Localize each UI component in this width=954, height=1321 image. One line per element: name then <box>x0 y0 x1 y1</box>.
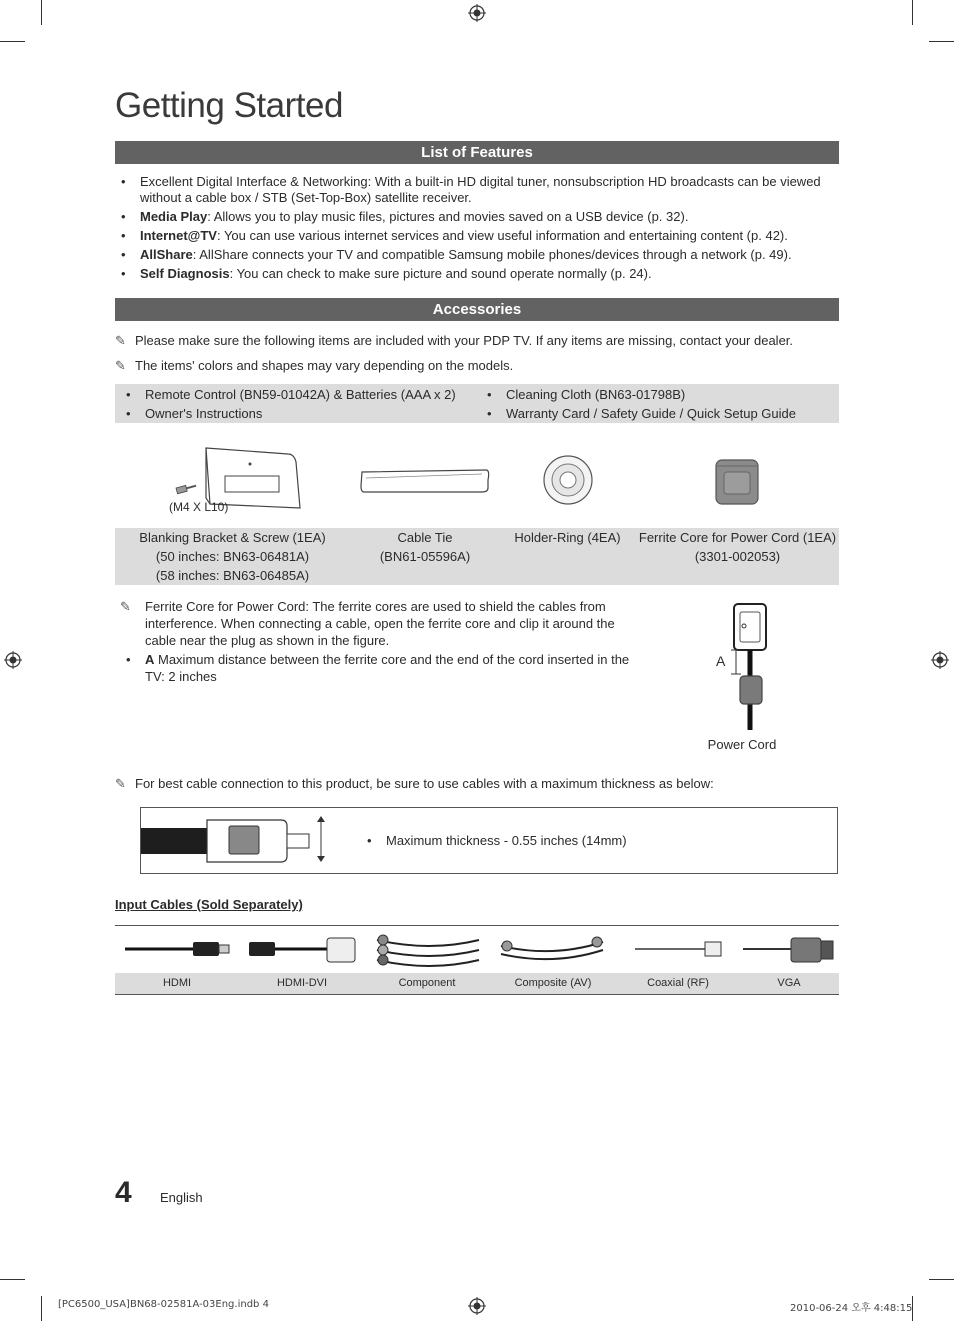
note-pencil-icon: ✎ <box>115 333 126 348</box>
page-title: Getting Started <box>115 86 343 125</box>
accessories-note: ✎ The items' colors and shapes may vary depending on the models. <box>115 358 514 373</box>
crop-mark <box>912 0 913 25</box>
crop-mark <box>929 41 954 42</box>
list-item: • Cleaning Cloth (BN63-01798B) <box>506 385 685 404</box>
divider <box>115 925 839 926</box>
features-list <box>115 174 835 285</box>
accessory-caption: Holder-Ring (4EA) <box>514 530 621 545</box>
list-item: • Excellent Digital Interface & Networking: With a built-in HD digital tuner, nonsubscription HD broadcasts can be viewed without a cable box / STB (Set-Top-Box) satellite receiver. <box>115 174 835 206</box>
max-thickness-item: • Maximum thickness - 0.55 inches (14mm) <box>367 833 627 848</box>
cable-label-coaxial: Coaxial (RF) <box>647 977 709 989</box>
cable-tie-image <box>358 466 492 496</box>
ferrite-note: ✎ Ferrite Core for Power Cord: The ferrite cores are used to shield the cables from interference. When connecting a cable, open the ferrite core and clip it around the cable near the plug as shown in the figure. • A Maximum distance between the ferrite core and the end of the cord inserted in the TV: 2 inches <box>120 599 630 684</box>
registration-mark-icon <box>4 651 22 669</box>
registration-mark-icon <box>931 651 949 669</box>
crop-mark <box>0 1279 25 1280</box>
crop-mark <box>929 1279 954 1280</box>
note-pencil-icon: ✎ <box>115 776 126 791</box>
crop-mark <box>0 41 25 42</box>
figure-label-a: A <box>716 653 726 669</box>
cable-note: ✎ For best cable connection to this product, be sure to use cables with a maximum thickness as below: <box>115 776 714 791</box>
power-cord-caption: Power Cord <box>707 737 777 752</box>
cable-label-hdmi: HDMI <box>162 977 192 989</box>
accessories-note: ✎ Please make sure the following items are included with your PDP TV. If any items are missing, contact your dealer. <box>115 333 794 348</box>
crop-mark <box>41 1296 42 1321</box>
registration-mark-icon <box>468 4 486 22</box>
list-item: • Warranty Card / Safety Guide / Quick Setup Guide <box>506 404 796 423</box>
cable-plug-image <box>141 808 331 873</box>
registration-mark-icon <box>468 1297 486 1315</box>
screw-label: (M4 X L10) <box>169 500 229 514</box>
accessory-caption: Blanking Bracket & Screw (1EA) (50 inches: BN63-06481A) (58 inches: BN63-06485A) <box>139 530 326 583</box>
features-heading: List of Features <box>115 141 839 164</box>
note-pencil-icon: ✎ <box>115 358 126 373</box>
crop-mark <box>41 0 42 25</box>
cable-label-component: Component <box>398 977 456 989</box>
list-item: • Owner's Instructions <box>145 404 262 423</box>
cable-label-composite: Composite (AV) <box>514 977 592 989</box>
accessories-heading: Accessories <box>115 298 839 321</box>
accessory-caption: Cable Tie (BN61-05596A) <box>379 530 471 564</box>
holder-ring-image <box>540 452 596 508</box>
cable-label-hdmi-dvi: HDMI-DVI <box>276 977 328 989</box>
note-pencil-icon: ✎ <box>120 599 131 614</box>
footer-date: 2010-06-24 오후 4:48:15 <box>790 1303 913 1314</box>
list-item: • Internet@TV: You can use various internet services and view useful information and entertaining content (p. 42). <box>115 228 835 244</box>
list-item: • Remote Control (BN59-01042A) & Batteries (AAA x 2) <box>145 385 456 404</box>
page-language: English <box>160 1190 203 1205</box>
footer-file: [PC6500_USA]BN68-02581A-03Eng.indb 4 <box>58 1299 269 1310</box>
ferrite-core-image <box>712 456 762 508</box>
list-item: • Media Play: Allows you to play music files, pictures and movies saved on a USB device (p. 32). <box>115 209 835 225</box>
list-item: • Self Diagnosis: You can check to make sure picture and sound operate normally (p. 24). <box>115 266 835 282</box>
cable-label-vga: VGA <box>777 977 801 989</box>
page-number: 4 <box>115 1176 132 1209</box>
input-cables-images <box>115 928 839 972</box>
list-item: • A Maximum distance between the ferrite core and the end of the cord inserted in the TV: 2 inches <box>126 652 630 684</box>
input-cables-heading: Input Cables (Sold Separately) <box>115 897 303 912</box>
list-item: • AllShare: AllShare connects your TV and compatible Samsung mobile phones/devices through a network (p. 49). <box>115 247 835 263</box>
accessory-caption: Ferrite Core for Power Cord (1EA) (3301-002053) <box>638 530 837 564</box>
